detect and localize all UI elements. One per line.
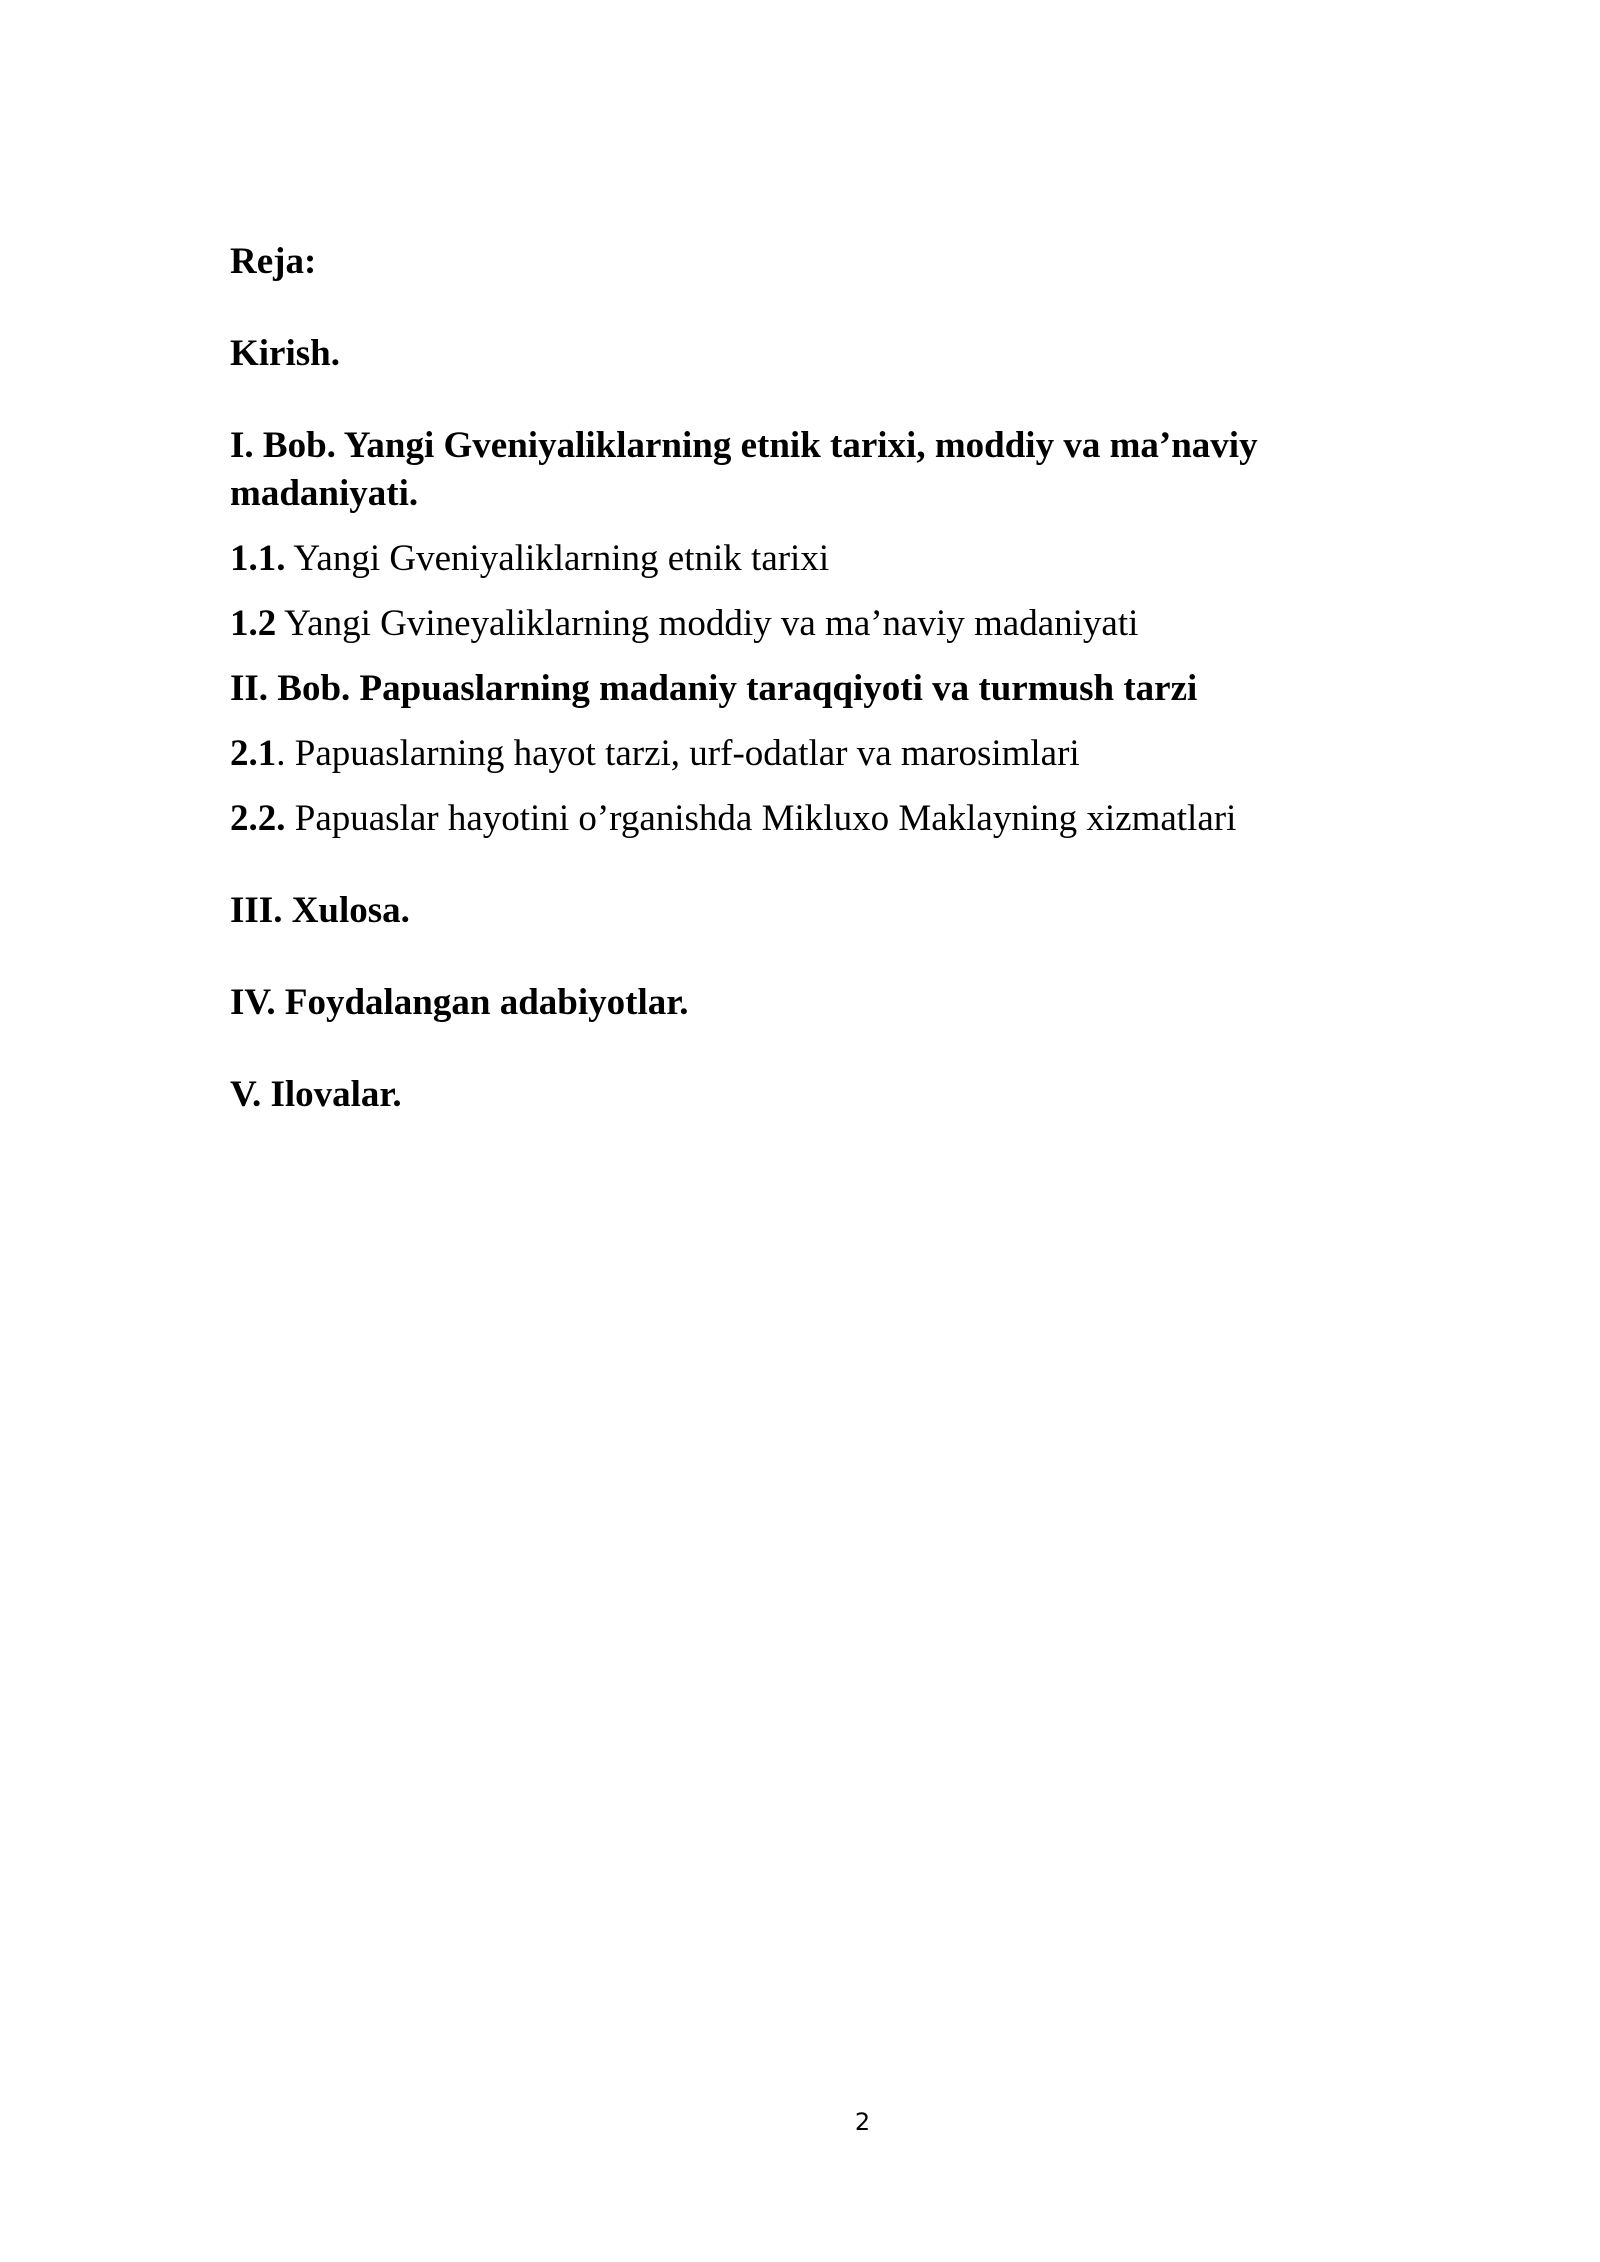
toc-chapter-1-line-1: I. Bob. Yangi Gveniyaliklarning etnik tarixi, moddiy va ma’naviy [230,425,1258,466]
section-number: 2.2. [230,798,286,839]
page-number: 2 [854,2108,871,2136]
toc-section-2-2 [230,795,1380,843]
toc-references: IV. Foydalangan adabiyotlar. [230,982,689,1023]
table-of-contents [230,238,1380,1119]
section-text: Yangi Gvineyaliklarning moddiy va ma’naviy madaniyati [276,603,1139,644]
toc-intro: Kirish. [230,333,340,374]
section-text: . Papuaslarning hayot tarzi, urf-odatlar va marosimlari [276,733,1080,774]
section-number: 1.1. [230,538,286,579]
toc-conclusion: III. Xulosa. [230,890,410,931]
toc-chapter-1-line-2: madaniyati. [230,473,419,514]
plan-title: Reja: [230,241,317,282]
toc-section-1-2 [230,600,1380,648]
toc-section-2-1 [230,730,1380,778]
section-text: Papuaslar hayotini o’rganishda Mikluxo Maklayning xizmatlari [285,798,1237,839]
section-text: Yangi Gveniyaliklarning etnik tarixi [285,538,830,579]
toc-appendices: V. Ilovalar. [230,1074,402,1115]
section-number: 2.1 [230,733,277,774]
toc-section-1-1 [230,535,1380,583]
section-number: 1.2 [230,603,277,644]
toc-chapter-2: II. Bob. Papuaslarning madaniy taraqqiyoti va turmush tarzi [230,668,1198,709]
